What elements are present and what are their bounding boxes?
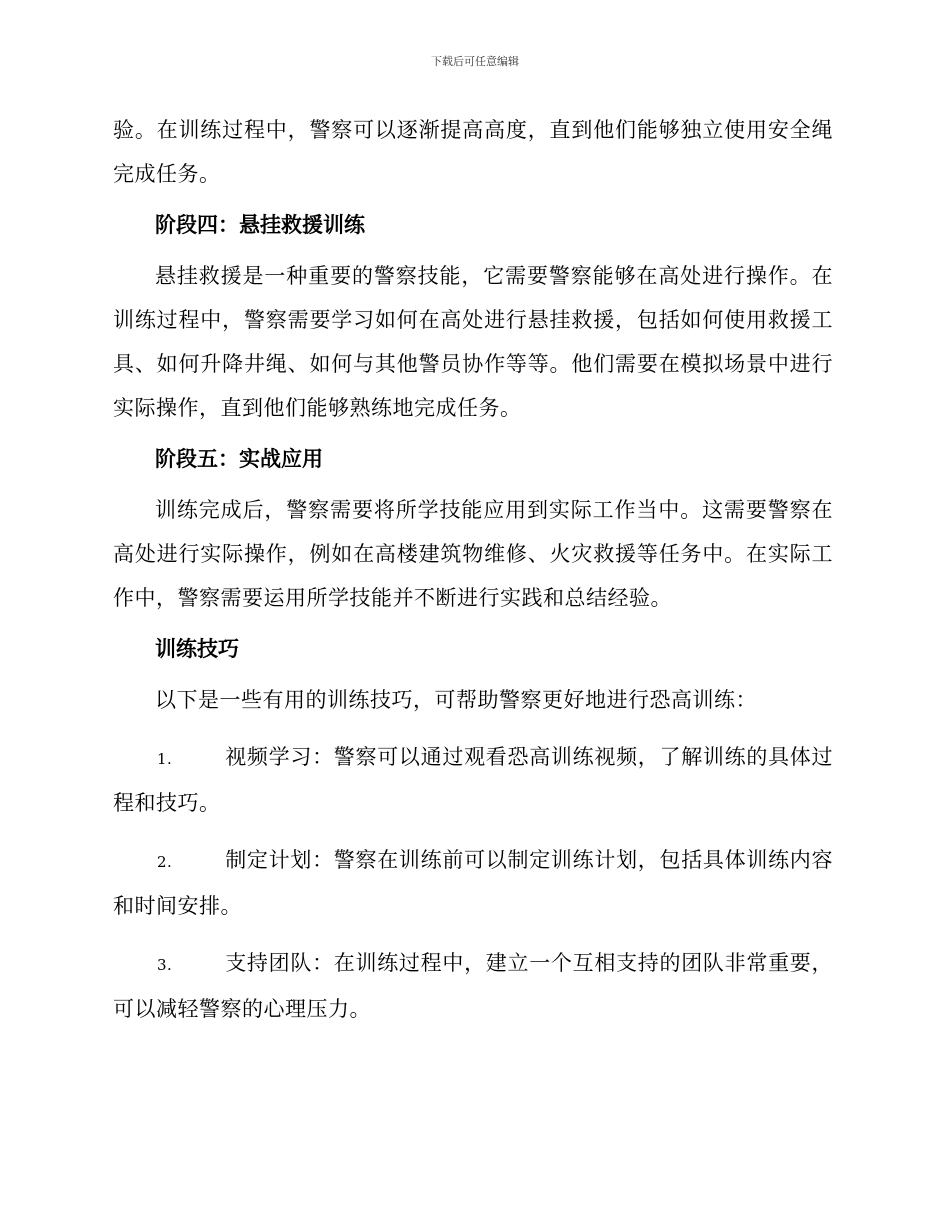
paragraph-stage-four: 悬挂救援是一种重要的警察技能，它需要警察能够在高处进行操作。在训练过程中，警察需要学习如何在高处进行悬挂救援，包括如何使用救援工具、如何升降井绳、如何与其他警员协作等等。他们需要在模拟场景中进行实际操作，直到他们能够熟练地完成任务。 (113, 264, 833, 420)
document-body (113, 108, 833, 1031)
paragraph-continuation: 验。在训练过程中，警察可以逐渐提高高度，直到他们能够独立使用安全绳完成任务。 (113, 118, 833, 186)
heading-training-tips: 训练技巧 (155, 637, 239, 661)
list-item (113, 941, 833, 1031)
heading-stage-five: 阶段五：实战应用 (155, 447, 323, 471)
list-number: 1. (157, 750, 173, 768)
heading-stage-four: 阶段四：悬挂救援训练 (155, 213, 365, 237)
page-header: 下载后可任意编辑 (431, 55, 519, 68)
list-number: 3. (157, 956, 173, 974)
list-number: 2. (157, 853, 173, 871)
list-item-text: 视频学习：警察可以通过观看恐高训练视频，了解训练的具体过程和技巧。 (113, 745, 833, 815)
paragraph-tips-intro: 以下是一些有用的训练技巧，可帮助警察更好地进行恐高训练： (155, 688, 757, 712)
list-item-text: 支持团队：在训练过程中，建立一个互相支持的团队非常重要，可以减轻警察的心理压力。 (113, 951, 833, 1021)
list-item (113, 735, 833, 825)
list-item-text: 制定计划：警察在训练前可以制定训练计划，包括具体训练内容和时间安排。 (113, 848, 833, 918)
list-item (113, 838, 833, 928)
paragraph-stage-five: 训练完成后，警察需要将所学技能应用到实际工作当中。这需要警察在高处进行实际操作，例如在高楼建筑物维修、火灾救援等任务中。在实际工作中，警察需要运用所学技能并不断进行实践和总结经验。 (113, 498, 833, 610)
